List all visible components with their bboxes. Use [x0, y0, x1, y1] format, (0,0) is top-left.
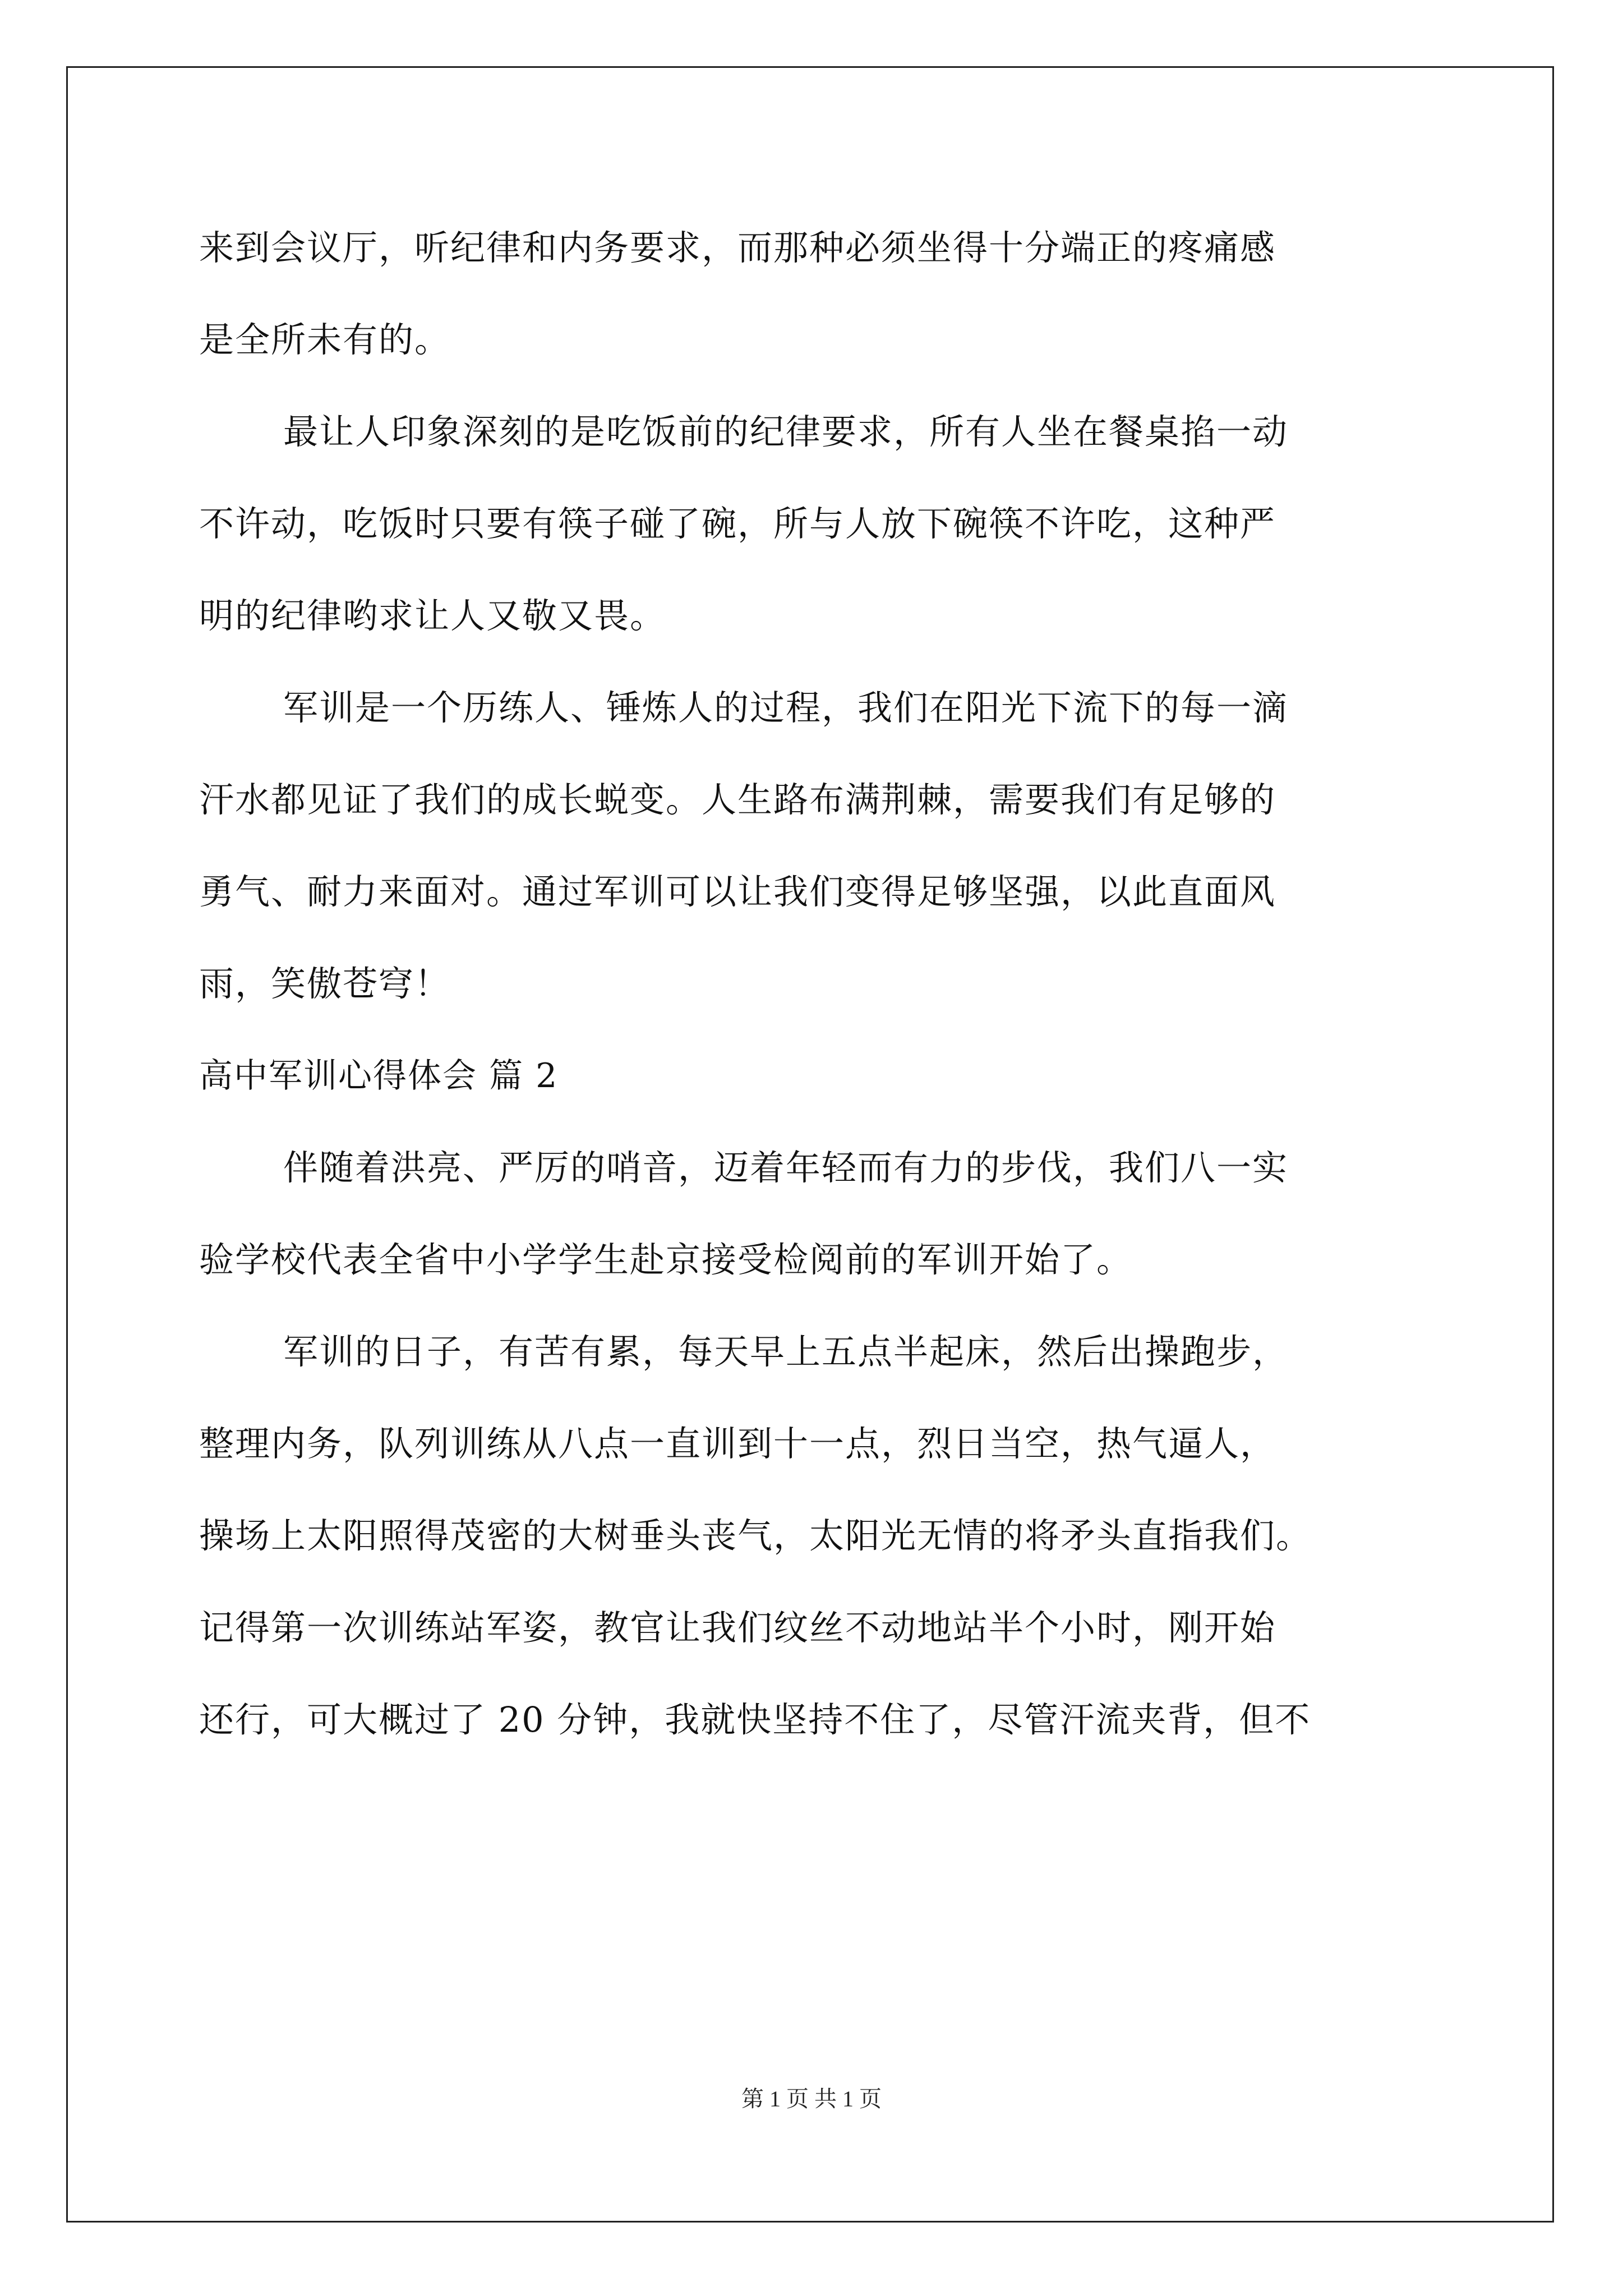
text-line: 军训是一个历练人、锤炼人的过程，我们在阳光下流下的每一滴	[283, 687, 1289, 728]
text-line: 汗水都见证了我们的成长蜕变。人生路布满荆棘，需要我们有足够的	[199, 779, 1276, 820]
document-body	[199, 202, 1433, 1766]
text-line: 最让人印象深刻的是吃饭前的纪律要求，所有人坐在餐桌掐一动	[283, 411, 1289, 452]
page-footer: 第 1 页 共 1 页	[741, 2086, 882, 2111]
text-line: 记得第一次训练站军姿，教官让我们纹丝不动地站半个小时，刚开始	[199, 1607, 1276, 1648]
text-line: 还行，可大概过了 20 分钟，我就快坚持不住了，尽管汗流夹背，但不	[199, 1699, 1311, 1740]
text-line: 是全所未有的。	[199, 319, 451, 360]
text-line: 伴随着洪亮、严厉的哨音，迈着年轻而有力的步伐，我们八一实	[283, 1147, 1289, 1188]
text-line: 不许动，吃饭时只要有筷子碰了碗，所与人放下碗筷不许吃，这种严	[199, 503, 1276, 544]
section-heading: 高中军训心得体会 篇 2	[199, 1056, 559, 1096]
text-line: 操场上太阳照得茂密的大树垂头丧气，太阳光无情的将矛头直指我们。	[199, 1515, 1312, 1556]
text-line: 整理内务，队列训练从八点一直训到十一点，烈日当空，热气逼人，	[199, 1423, 1276, 1464]
text-line: 军训的日子，有苦有累，每天早上五点半起床，然后出操跑步，	[283, 1331, 1289, 1372]
text-line: 明的纪律哟求让人又敬又畏。	[199, 595, 666, 636]
text-line: 验学校代表全省中小学学生赴京接受检阅前的军训开始了。	[199, 1239, 1133, 1280]
text-line: 勇气、耐力来面对。通过军训可以让我们变得足够坚强，以此直面风	[199, 871, 1276, 912]
text-line: 雨，笑傲苍穹！	[199, 963, 451, 1004]
text-line: 来到会议厅，听纪律和内务要求，而那种必须坐得十分端正的疼痛感	[199, 227, 1276, 268]
